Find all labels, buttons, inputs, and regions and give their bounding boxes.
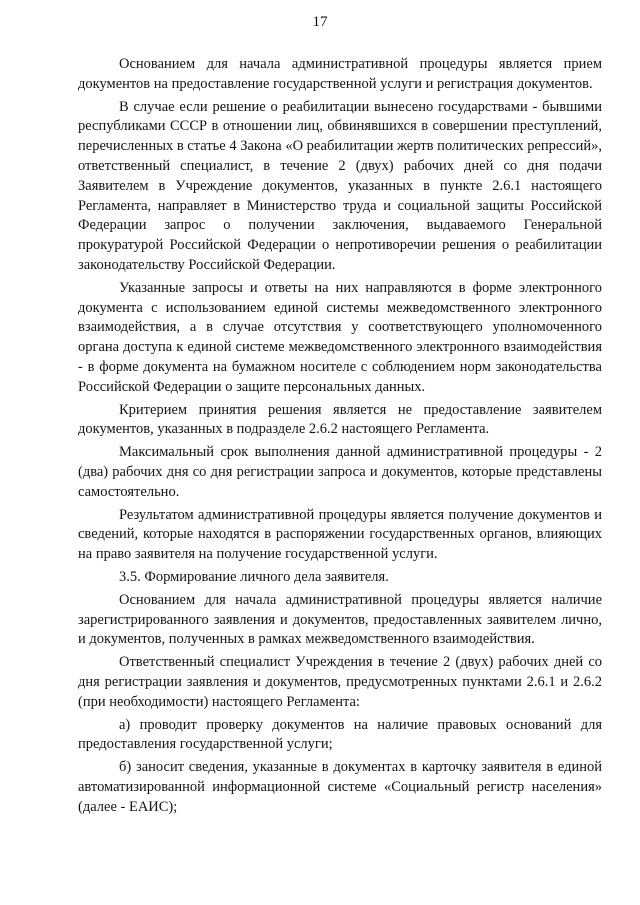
paragraph-responsible-specialist: Ответственный специалист Учреждения в течение 2 (двух) рабочих дней со дня регистрации заявления и документов, предусмотренных пунктами 2.6.1 и 2.6.2 (при необходимости) настоящего Регламента: [78, 654, 602, 710]
list-item-a: а) проводит проверку документов на наличие правовых оснований для предоставления государственной услуги; [78, 716, 602, 753]
paragraph-max-duration: Максимальный срок выполнения данной административной процедуры - 2 (два) рабочих дня со дня регистрации запроса и документов, которые представлены самостоятельно. [78, 444, 602, 500]
paragraph-basis-personal-file: Основанием для начала административной процедуры является наличие зарегистрированного заявления и документов, предоставленных заявителем лично, и документов, полученных в рамках межведомственного взаимодействия. [78, 591, 602, 648]
paragraph-decision-criterion: Критерием принятия решения является не предоставление заявителем документов, указанных в подразделе 2.6.2 настоящего Регламента. [78, 401, 602, 438]
page-number: 17 [312, 14, 328, 30]
paragraph-result: Результатом административной процедуры является получение документов и сведений, которые находятся в распоряжении государственных органов, влияющих на право заявителя на получение государственной услуги. [78, 506, 602, 563]
paragraph-basis-receipt: Основанием для начала административной процедуры является прием документов на предоставление государственной услуги и регистрация документов. [78, 56, 602, 92]
paragraph-rehabilitation-request: В случае если решение о реабилитации вынесено государствами - бывшими республиками СССР в отношении лиц, обвинявшихся в совершении преступлений, перечисленных в статье 4 Закона «О реабилитации жертв политических репрессий», ответственный специалист, в течение 2 (двух) рабочих дней со дня подачи Заявителем в Учреждение документов, указанных в пункте 2.6.1 настоящего Регламента, направляет в Министерство труда и социальной защиты Российской Федерации запрос о получении заключения, выдаваемого Генеральной прокуратурой Российской Федерации о непротиворечии решения о реабилитации законодательству Российской Федерации. [78, 98, 602, 273]
paragraph-electronic-requests: Указанные запросы и ответы на них направляются в форме электронного документа с использованием единой системы межведомственного электронного взаимодействия, а в случае отсутствия у соответствующего уполномоченного органа доступа к единой системе межведомственного электронного взаимодействия - в форме документа на бумажном носителе с соблюдением норм законодательства Российской Федерации о защите персональных данных. [78, 279, 602, 395]
list-item-b: б) заносит сведения, указанные в документах в карточку заявителя в единой автоматизированной информационной системе «Социальный регистр населения» (далее - ЕАИС); [78, 759, 602, 815]
section-heading-3-5: 3.5. Формирование личного дела заявителя. [119, 568, 389, 585]
document-body [78, 55, 602, 817]
